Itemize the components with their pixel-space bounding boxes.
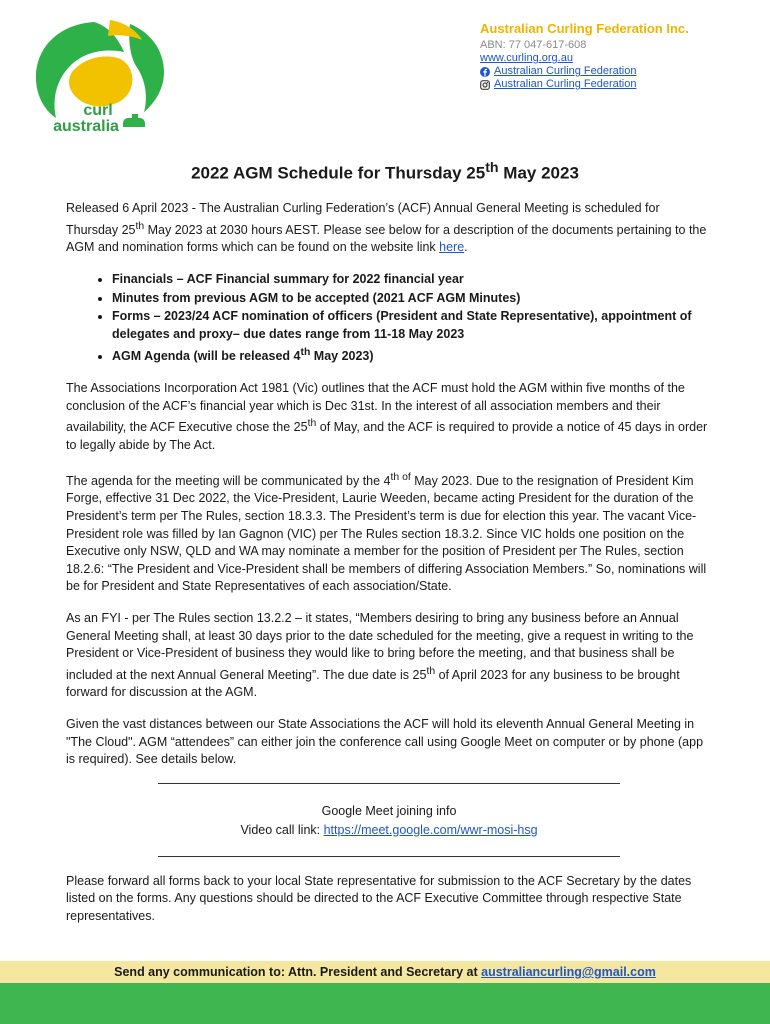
rules-paragraph (66, 610, 712, 702)
footer-text: Send any communication to: Attn. President and Secretary at (114, 965, 482, 979)
curling-stone-icon (123, 114, 145, 127)
logo-graphic (32, 14, 172, 136)
cloud-paragraph: Given the vast distances between our State Associations the ACF will hold its eleventh Annual General Meeting in "The Cloud". AGM “attendees” can either join the conference call using Google Meet on computer or by phone (app is required). See details below. (66, 717, 704, 767)
website-here-link[interactable]: here (439, 240, 465, 255)
logo-text-curl: curl (83, 102, 113, 119)
title-text: 2022 AGM Schedule for Thursday 25 (191, 163, 486, 183)
org-contact-block (480, 22, 689, 91)
intro-sup: th (135, 220, 145, 232)
agenda-text: The agenda for the meeting will be communicated by the 4 (66, 473, 391, 488)
intro-text-3: . (464, 240, 468, 255)
agenda-sup: th of (390, 471, 411, 483)
rules-text-2: of April 2023 for any business to be brought forward for discussion at the AGM. (66, 667, 680, 700)
forms-paragraph: Please forward all forms back to your local State representative for submission to the ACF Secretary by the dates listed on the forms. Any questions should be directed to the ACF Executive Committee through respective State representatives. (66, 873, 692, 923)
google-meet-info (66, 784, 712, 856)
page-title (0, 160, 770, 184)
title-sup: th (485, 160, 499, 176)
intro-text: Released 6 April 2023 - The Australian Curling Federation’s (ACF) Annual General Meeting is scheduled for Thursday 25 (66, 201, 660, 237)
logo-text-australia: australia (53, 118, 119, 135)
footer-green-bar (0, 983, 770, 1024)
list-item: • Forms – 2023/24 ACF nomination of officers (President and State Representative), appointment of delegates and proxy– due dates range from 11-18 May 2023 (112, 308, 712, 343)
intro-paragraph (66, 200, 712, 257)
list-item-text: AGM Agenda (will be released 4 (112, 349, 301, 364)
org-abn: ABN: 77 047-617-608 (480, 39, 587, 51)
agenda-paragraph (66, 469, 712, 596)
act-paragraph (66, 380, 712, 455)
document-body (66, 200, 712, 940)
facebook-icon (480, 67, 490, 77)
meet-heading: Google Meet joining info (321, 803, 457, 818)
instagram-link[interactable]: Australian Curling Federation (494, 78, 637, 90)
act-sup: th (307, 418, 317, 430)
divider-bottom (158, 856, 620, 857)
rules-sup: th (426, 665, 436, 677)
meet-link[interactable]: https://meet.google.com/wwr-mosi-hsg (323, 822, 538, 837)
list-item (112, 344, 712, 366)
instagram-icon (480, 80, 490, 90)
list-item: • Minutes from previous AGM to be accepted (2021 ACF AGM Minutes) (112, 290, 712, 308)
title-text-end: May 2023 (498, 163, 579, 183)
facebook-link[interactable]: Australian Curling Federation (494, 65, 637, 77)
list-item: • Financials – ACF Financial summary for 2022 financial year (112, 271, 712, 289)
act-text: The Associations Incorporation Act 1981 (Vic) outlines that the ACF must hold the AGM within five months of the conclusion of the ACF’s financial year which is Dec 31st. In the interest of all association members and their availability, the ACF Executive chose the 25 (66, 381, 685, 435)
list-item-sup: th (300, 347, 311, 359)
meet-link-label: Video call link: (240, 822, 324, 837)
meet-link-row (66, 821, 712, 840)
org-name: Australian Curling Federation Inc. (480, 21, 689, 36)
website-link[interactable]: www.curling.org.au (480, 52, 573, 64)
agenda-text-2: May 2023. Due to the resignation of President Kim Forge, effective 31 Dec 2022, the Vice-President, Laurie Weeden, became acting President for the duration of the President’s term per The Rules, section 18.3.3. The President’s term is due for election this year. The vacant Vice-President role was filled by Ian Gagnon (VIC) per The Rules section 18.3.2. Since VIC holds one position on the Executive only NSW, QLD and WA may nominate a member for the position of President per The Rules, section 18.2.6: “The President and Vice-President shall be members of differing Association Members.” So, nominations will be for President and State Representatives of each association/State. (66, 473, 707, 594)
act-text-2: of May, and the ACF is required to provide a notice of 45 days in order to legally abide by The Act. (66, 420, 708, 452)
footer-banner (0, 961, 770, 983)
curl-australia-logo (32, 14, 172, 136)
logo-yellow-shape (69, 57, 132, 107)
footer-email-link[interactable]: australiancurling@gmail.com (481, 965, 656, 979)
list-item-text-end: May 2023) (310, 349, 374, 364)
intro-text-2: May 2023 at 2030 hours AEST. Please see below for a description of the documents pertaining to the AGM and nomination forms which can be found on the website link (66, 222, 707, 255)
agm-documents-list (66, 271, 712, 366)
rules-text: As an FYI - per The Rules section 13.2.2 – it states, “Members desiring to bring any business before an Annual General Meeting shall, at least 30 days prior to the date scheduled for the meeting, give a request in writing to the President or Vice-President of business they would like to bring before the meeting, and that business shall be included at the next Annual General Meeting”. The due date is 25 (66, 610, 694, 682)
